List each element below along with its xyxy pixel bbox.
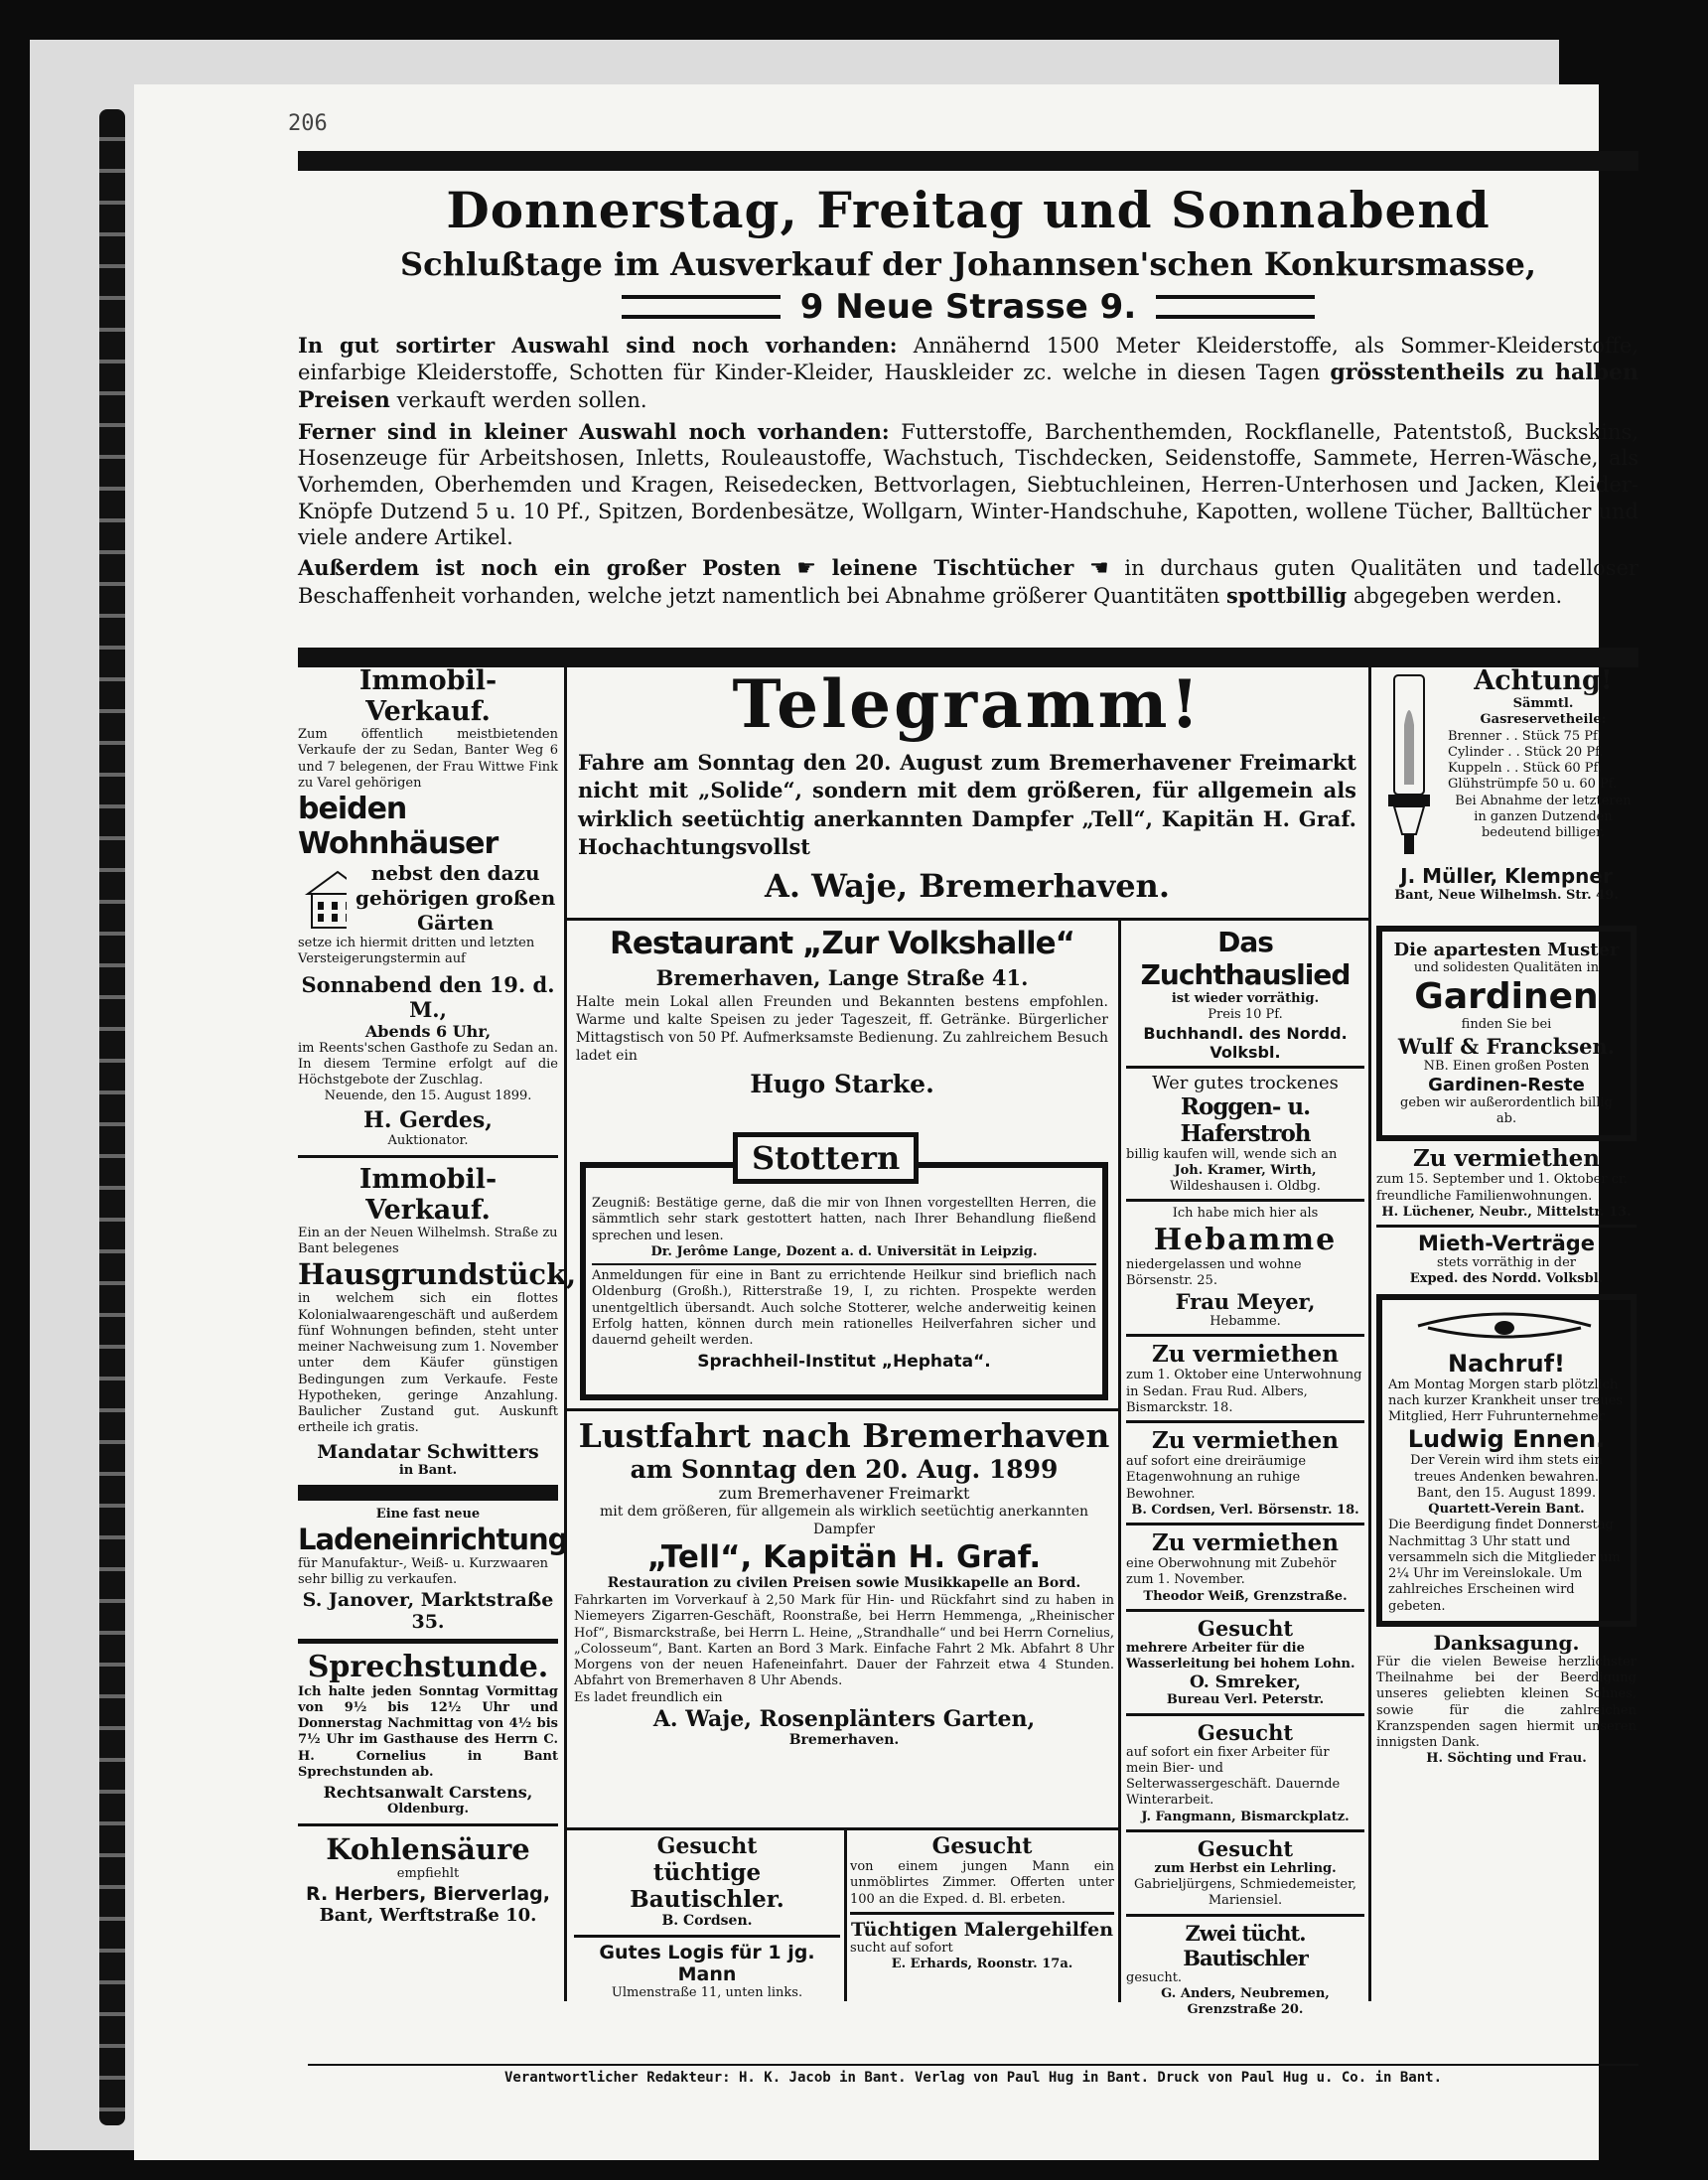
nachruf-text: Am Montag Morgen starb plötzlich nach kurzer Krankheit unser treues Mitglied, Herr Fuhrunternehmer xyxy=(1388,1377,1624,1424)
immobil1-role: Auktionator. xyxy=(387,1132,469,1148)
maler-sign: E. Erhards, Roonstr. 17a. xyxy=(891,1957,1073,1971)
telegram-sign: A. Waje, Bremerhaven. xyxy=(765,867,1170,906)
immobil1-mid: nebst den dazu gehörigen großen Gärten xyxy=(355,861,556,935)
gesucht3-text: zum Herbst ein Lehrling. xyxy=(1154,1860,1337,1876)
lustfahrt-ad xyxy=(574,1416,1114,1750)
divider xyxy=(298,1639,558,1644)
restaurant-addr: Bremerhaven, Lange Straße 41. xyxy=(655,965,1029,990)
divider xyxy=(574,1935,840,1938)
lustfahrt-ship: „Tell“, Kapitän H. Graf. xyxy=(646,1539,1042,1576)
lustfahrt-sign: A. Waje, Rosenplänters Garten, xyxy=(652,1705,1036,1732)
stottern-zeugnis: Zeugniß: Bestätige gerne, daß die mir von Ihnen vorgestellten Herren, die sämmtlich sehr stark gestottert hatten, nach Ihrer Behandlung fließend sprechen und lesen. xyxy=(592,1196,1096,1243)
achtung-body xyxy=(1448,665,1638,864)
left-rule xyxy=(622,295,781,319)
vermiethen-sign: H. Lüchener, Neubr., Mittelstr. 13. xyxy=(1381,1204,1632,1220)
v3-text: eine Oberwohnung mit Zubehör zum 1. November. xyxy=(1126,1556,1337,1588)
divider xyxy=(298,1155,558,1158)
immobil2-place: in Bant. xyxy=(398,1462,458,1478)
p3-end-bold: spottbillig xyxy=(1225,582,1348,608)
top-advertisement xyxy=(298,181,1638,609)
g1-sign: B. Cordsen. xyxy=(661,1913,753,1929)
gas-lamp-icon xyxy=(1374,665,1444,864)
achtung-title: Achtung! xyxy=(1474,665,1613,696)
heb-text: niedergelassen und wohne Börsenstr. 25. xyxy=(1126,1256,1302,1288)
lustfahrt-invite: Es ladet freundlich ein xyxy=(574,1689,723,1705)
sprech-text: Ich halte jeden Sonntag Vormittag von 9½ bis 12½ Uhr und Donnerstag Nachmittag von 4½ bis 7½ Uhr im Gasthause des Herrn C. H. Cornelius in Bant Sprechstunden ab. xyxy=(298,1683,558,1780)
bau-big: Zwei tücht. Bautischler xyxy=(1183,1920,1308,1970)
p3-lead: Außerdem ist noch ein großer Posten xyxy=(298,554,782,580)
p3-end: abgegeben werden. xyxy=(1352,583,1563,608)
immobil1-sign: H. Gerdes, xyxy=(363,1106,493,1133)
gesucht1-title: Gesucht xyxy=(1197,1615,1294,1641)
lustfahrt-text: Fahrkarten im Vorverkauf à 2,50 Mark für Hin- und Rückfahrt sind zu haben in Niemeyers Zigarren-Geschäft, Roonstraße, bei Herrn Hemmenga, „Rheinischer Hof“, Bismarckstraße, bei Herrn L. Heine, „Strandhalle“ und bei Herrn Cornelius, „Colosseum“, Bant. Karten an Bord 3 Mark. Einfache Fahrt 2 Mk. Abfahrt 8 Uhr Morgens von der neuen Hafeneinfahrt. Dauer der Fahrzeit etwa 4 Stunden. Abfahrt von Bremerhaven 8 Uhr Abends. xyxy=(574,1593,1114,1689)
kohlen-place: Bant, Werftstraße 10. xyxy=(319,1904,537,1926)
right-rule xyxy=(1156,295,1315,319)
lustfahrt-title: Lustfahrt nach Bremerhaven xyxy=(578,1416,1110,1455)
sprech-sign: Rechtsanwalt Carstens, xyxy=(323,1783,533,1802)
g2-text: von einem jungen Mann ein unmöblirtes Zimmer. Offerten unter 100 an die Exped. d. Bl. erbeten. xyxy=(850,1859,1114,1907)
divider xyxy=(850,1912,1114,1915)
v3-sign: Theodor Weiß, Grenzstraße. xyxy=(1143,1588,1348,1604)
divider xyxy=(1126,1420,1364,1423)
restaurant-block xyxy=(574,926,1110,1098)
p1-text: Annähernd 1500 Meter Kleiderstoffe, als Sommer-Kleiderstoffe, einfarbige Kleiderstoffe, Schotten für Kinder-Kleider, Hauskleider zc. welche in diesen Tagen xyxy=(298,334,1638,384)
heb-sign: Frau Meyer, xyxy=(1175,1289,1316,1314)
col-rule-3 xyxy=(1118,920,1121,2002)
p1-end: verkauft werden sollen. xyxy=(396,387,647,412)
col-rule-2 xyxy=(1368,665,1371,2001)
gard-pre: Die apartesten Muster xyxy=(1393,940,1620,960)
p2-lead: Ferner sind in kleiner Auswahl noch vorhanden: xyxy=(298,418,890,444)
v2-title: Zu vermiethen xyxy=(1151,1427,1340,1454)
third-column xyxy=(1126,926,1364,2018)
headline: Donnerstag, Freitag und Sonnabend xyxy=(446,181,1491,239)
roggen-pre: Wer gutes trockenes xyxy=(1152,1072,1339,1093)
lustfahrt-line2: mit dem größeren, für allgemein als wirklich seetüchtig anerkannten Dampfer xyxy=(599,1504,1089,1538)
subhead: Schlußtage im Ausverkauf der Johannsen'schen Konkursmasse, xyxy=(399,245,1536,283)
achtung-item: Kuppeln . . Stück 60 Pf. xyxy=(1448,761,1603,776)
divider xyxy=(298,1823,558,1826)
bau-sign: G. Anders, Neubremen, Grenzstraße 20. xyxy=(1161,1985,1330,2017)
telegram-bottom-rule xyxy=(566,918,1368,921)
sprech-big: Sprechstunde. xyxy=(307,1649,549,1684)
immobil2-sign: Mandatar Schwitters xyxy=(317,1440,539,1463)
immobil1-title: Immobil-Verkauf. xyxy=(358,665,498,727)
telegram-ad xyxy=(574,665,1360,905)
divider xyxy=(1126,1199,1364,1202)
bottom-rule xyxy=(844,1827,847,2001)
immobil1-intro: Zum öffentlich meistbietenden Verkaufe der zu Sedan, Banter Weg 6 und 7 belegenen, der Frau Wittwe Fink zu Varel gehörigen xyxy=(298,727,558,791)
achtung-note: Bei Abnahme der letzteren in ganzen Dutzenden bedeutend billiger. xyxy=(1455,793,1632,840)
divider xyxy=(592,1263,1096,1265)
gesucht2-sign: J. Fangmann, Bismarckplatz. xyxy=(1141,1809,1350,1824)
immobil1-text: setze ich hiermit dritten und letzten Versteigerungstermin auf xyxy=(298,936,535,967)
kohlen-big: Kohlensäure xyxy=(326,1832,530,1867)
paragraph-1 xyxy=(298,333,1638,415)
logis: Gutes Logis für 1 jg. Mann xyxy=(599,1941,815,1985)
gardinen-ad xyxy=(1376,926,1637,1141)
achtung-item: Glühstrümpfe 50 u. 60 Pf. xyxy=(1448,777,1618,793)
heb-pre: Ich habe mich hier als xyxy=(1172,1206,1319,1222)
v3-title: Zu vermiethen xyxy=(1151,1529,1340,1556)
zuchthaus-price: Preis 10 Pf. xyxy=(1208,1007,1283,1023)
immobil1-time: Abends 6 Uhr, xyxy=(364,1021,492,1041)
maler-text: sucht auf sofort xyxy=(850,1940,953,1956)
laden-text: für Manufaktur-, Weiß- u. Kurzwaaren sehr billig zu verkaufen. xyxy=(298,1556,549,1588)
gard-reste: Gardinen-Reste xyxy=(1428,1074,1585,1095)
restaurant-title: Restaurant „Zur Volkshalle“ xyxy=(610,926,1074,961)
imprint-footer: Verantwortlicher Redakteur: H. K. Jacob in Bant. Verlag von Paul Hug in Bant. Druck von Paul Hug u. Co. in Bant. xyxy=(308,2064,1638,2086)
left-column xyxy=(298,665,577,1926)
v2-text: auf sofort eine dreiräumige Etagenwohnung an ruhige Bewohner. xyxy=(1126,1454,1307,1502)
divider xyxy=(1126,1334,1364,1337)
nachruf-ad xyxy=(1376,1294,1637,1627)
address: 9 Neue Strasse 9. xyxy=(799,287,1137,327)
laden-sign: S. Janover, Marktstraße 35. xyxy=(302,1588,554,1633)
laden-big: Ladeneinrichtung xyxy=(298,1523,568,1556)
heb-big: Hebamme xyxy=(1153,1222,1338,1257)
immobil2-text: in welchem sich ein flottes Kolonialwaarengeschäft und außerdem fünf Wohnungen befinden, steht unter meiner Nachweisung zum 1. November unter dem Käufer günstigen Bedingungen zum Verkaufe. Feste Hypotheken, geringe Anzahlung. Baulicher Zustand gut. Auskunft ertheile ich gratis. xyxy=(298,1291,558,1436)
divider xyxy=(1376,1225,1637,1228)
gard-pre2: und solidesten Qualitäten in xyxy=(1413,960,1600,975)
stottern-text: Anmeldungen für eine in Bant zu errichtende Heilkur sind brieflich nach Oldenburg (Großh.), Ritterstraße 19, I, zu richten. Prospekte werden unentgeltlich übersandt. Auch solche Stotterer, welche anderweitig keinen Erfolg hatten, können durch mein rationelles Heilverfahren sicher und dauernd geheilt werden. xyxy=(592,1268,1096,1348)
telegram-text: Fahre am Sonntag den 20. August zum Bremerhavener Freimarkt nicht mit „Solide“, sondern mit dem größeren, für allgemein als wirklich seetüchtig anerkannten Dampfer „Tell“, Kapitän H. Graf. Hochachtungsvollst xyxy=(578,750,1356,860)
binding-strip xyxy=(99,109,125,2125)
gard-mid: finden Sie bei xyxy=(1461,1017,1552,1033)
stottern-ad xyxy=(580,1162,1108,1400)
nachruf-date: Bant, den 15. August 1899. xyxy=(1416,1485,1597,1501)
nachruf-sign: Quartett-Verein Bant. xyxy=(1428,1502,1585,1517)
vermiethen-text: zum 15. September und 1. Oktober cr. freundliche Familienwohnungen. xyxy=(1376,1172,1628,1204)
kohlen-pre: empfiehlt xyxy=(396,1866,460,1882)
p3-text: in durchaus guten Qualitäten und tadelloser Beschaffenheit vorhanden, welche jetzt namentlich bei Abnahme größerer Quantitäten xyxy=(298,555,1638,608)
g1-title: Gesucht xyxy=(656,1833,758,1859)
pointing-hand-left-icon: ☚ xyxy=(1088,555,1109,581)
g1-big: tüchtige Bautischler. xyxy=(630,1859,784,1913)
gard-sign: Wulf & Francksen. xyxy=(1397,1033,1616,1059)
heb-role: Hebamme. xyxy=(1210,1314,1281,1329)
nachruf-name: Ludwig Ennen. xyxy=(1407,1425,1606,1454)
maler-big: Tüchtigen Malergehilfen xyxy=(850,1918,1114,1941)
gesucht1-sign: O. Smreker, xyxy=(1190,1672,1301,1693)
col-rule-1 xyxy=(564,665,567,2001)
roggen-place: Wildeshausen i. Oldbg. xyxy=(1170,1179,1321,1194)
p1-lead: In gut sortirter Auswahl sind noch vorhanden: xyxy=(298,333,898,358)
immobil2-intro: Ein an der Neuen Wilhelmsh. Straße zu Bant belegenes xyxy=(298,1225,558,1256)
top-rule xyxy=(298,151,1638,171)
p3-bold: leinene Tischtücher xyxy=(831,554,1074,580)
gard-end: geben wir außerordentlich billig ab. xyxy=(1400,1094,1613,1126)
nachruf-text3: Die Beerdigung findet Donnerstag Nachmittag 3 Uhr statt und versammeln sich die Mitglieder um 2¼ Uhr im Vereinslokale. Um zahlreiches Erscheinen wird gebeten. xyxy=(1388,1518,1621,1614)
page-number: 206 xyxy=(288,111,328,136)
divider xyxy=(1126,1609,1364,1612)
achtung-item: Brenner . . Stück 75 Pf. xyxy=(1448,728,1602,744)
roggen-sign: Joh. Kramer, Wirth, xyxy=(1174,1162,1317,1178)
v2-sign: B. Cordsen, Verl. Börsenstr. 18. xyxy=(1131,1502,1359,1518)
lustfahrt-place: Bremerhaven. xyxy=(788,1731,900,1748)
achtung-items xyxy=(1448,729,1638,794)
gard-big: Gardinen xyxy=(1414,976,1599,1018)
p2-text: Futterstoffe, Barchenthemden, Rockflanelle, Patentstoß, Buckskins, Hosenzeuge für Arbeitshosen, Inletts, Rouleaustoffe, Wachstuch, Tischdecken, Seidenstoffe, Sammete, Herren-Wäsche, als Vorhemden, Oberhemden und Kragen, Reisedecken, Bettvorlagen, Siebtuchleinen, Herren-Unterhosen und Jacken, Kleider-Knöpfe Dutzend 5 u. 10 Pf., Spitzen, Bordenbesätze, Wollgarn, Winter-Handschuhe, Kapotten, wollene Tücher, Balltücher und viele andere Artikel. xyxy=(298,419,1638,550)
gard-nb: NB. Einen großen Posten xyxy=(1423,1058,1590,1074)
immobil2-big: Hausgrundstück, xyxy=(298,1257,577,1292)
paragraph-3 xyxy=(298,555,1638,610)
dank-text: Für die vielen Beweise herzlichster Theilnahme bei der Beerdigung unseres geliebten kleinen Sohnes, sowie für die zahlreichen Kranzspenden sagen hiermit unseren innigsten Dank. xyxy=(1376,1654,1637,1750)
thick-divider xyxy=(298,1485,558,1501)
stottern-title: Stottern xyxy=(733,1132,919,1184)
p1-bold: grösstentheils zu halben Preisen xyxy=(298,359,1638,413)
divider xyxy=(1126,1523,1364,1526)
gesucht3-title: Gesucht xyxy=(1197,1835,1294,1861)
divider xyxy=(1126,1066,1364,1069)
pointing-hand-icon: ☛ xyxy=(796,555,816,581)
fourth-column xyxy=(1376,926,1637,1768)
gesucht2-text: auf sofort ein fixer Arbeiter für mein Bier- und Selterwassergeschäft. Dauernde Winterarbeit. xyxy=(1126,1744,1341,1809)
divider xyxy=(1126,1829,1364,1832)
roggen-text: billig kaufen will, wende sich an xyxy=(1126,1146,1338,1162)
achtung-addr: Bant, Neue Wilhelmsh. Str. 49. xyxy=(1394,888,1619,903)
house-illustration-icon xyxy=(298,864,347,934)
immobil1-big: beiden Wohnhäuser xyxy=(298,792,498,861)
g2-title: Gesucht xyxy=(931,1833,1033,1859)
gesucht3-sign: Gabrieljürgens, Schmiedemeister, Mariensiel. xyxy=(1133,1877,1357,1909)
bautischler-ad xyxy=(574,1833,840,2001)
achtung-intro: Sämmtl. Gasreservetheile: xyxy=(1480,696,1607,728)
gesucht2-title: Gesucht xyxy=(1197,1719,1294,1745)
lustfahrt-bottom-rule xyxy=(566,1827,1118,1830)
lustfahrt-line1: zum Bremerhavener Freimarkt xyxy=(718,1484,970,1503)
sprech-place: Oldenburg. xyxy=(386,1802,470,1817)
gesucht1-text: mehrere Arbeiter für die Wasserleitung bei hohem Lohn. xyxy=(1126,1640,1355,1671)
achtung-sign: J. Müller, Klempner xyxy=(1400,864,1613,888)
stottern-doctor: Dr. Jerôme Lange, Dozent a. d. Universität in Leipzig. xyxy=(650,1243,1038,1259)
immobil1-dateline: Neuende, den 15. August 1899. xyxy=(324,1089,532,1104)
immobil1-date: Sonnabend den 19. d. M., xyxy=(301,971,555,1022)
telegram-title: Telegramm! xyxy=(732,665,1203,743)
page-content xyxy=(298,149,1638,2086)
mieth-big: Mieth-Verträge xyxy=(1417,1232,1596,1255)
vermiethen-title: Zu vermiethen xyxy=(1412,1145,1601,1173)
v1-text: zum 1. Oktober eine Unterwohnung in Sedan. Frau Rud. Albers, Bismarckstr. 18. xyxy=(1126,1368,1362,1415)
immobil1-place: im Reents'schen Gasthofe zu Sedan an. In diesem Termine erfolgt auf die Höchstgebote der Zuschlag. xyxy=(298,1040,558,1088)
gesucht1-place: Bureau Verl. Peterstr. xyxy=(1166,1692,1325,1708)
classified-grid xyxy=(298,665,1638,2017)
dank-sign: H. Söchting und Frau. xyxy=(1426,1751,1587,1767)
bau-text: gesucht. xyxy=(1126,1969,1183,1985)
achtung-row xyxy=(1374,665,1638,864)
house-row xyxy=(298,861,558,936)
middle-rule xyxy=(298,648,1638,667)
restaurant-text: Halte mein Lokal allen Freunden und Bekannten bestens empfohlen. Warme und kalte Speisen zu jeder Tageszeit, ff. Getränke. Bürgerlicher Mittagstisch von 50 Pf. Aufmerksamste Bedienung. Zu zahlreichem Besuch ladet ein xyxy=(576,994,1108,1064)
divider xyxy=(1126,1914,1364,1917)
mieth-text: stets vorräthig in der xyxy=(1436,1255,1577,1270)
paragraph-2 xyxy=(298,419,1638,551)
logis-addr: Ulmenstraße 11, unten links. xyxy=(611,1984,803,2000)
roggen-big: Roggen- u. Haferstroh xyxy=(1180,1092,1311,1147)
nachruf-text2: Der Verein wird ihm stets ein treues Andenken bewahren. xyxy=(1410,1453,1603,1485)
zuchthaus-big: Das Zuchthauslied xyxy=(1140,926,1351,991)
zuchthaus-sub: ist wieder vorräthig. xyxy=(1171,991,1320,1006)
nachruf-title: Nachruf! xyxy=(1448,1349,1565,1378)
achtung-item: Cylinder . . Stück 20 Pf. xyxy=(1448,744,1604,760)
immobil2-title: Immobil-Verkauf. xyxy=(358,1163,498,1226)
kohlen-sign: R. Herbers, Bierverlag, xyxy=(305,1882,551,1905)
zuchthaus-sign: Buchhandl. des Nordd. Volksbl. xyxy=(1143,1023,1348,1062)
mieth-sign: Exped. des Nordd. Volksbl. xyxy=(1409,1271,1604,1287)
address-row xyxy=(298,287,1638,327)
zimmer-ad xyxy=(850,1833,1114,1972)
laden-pre: Eine fast neue xyxy=(375,1506,481,1522)
lustfahrt-date: am Sonntag den 20. Aug. 1899 xyxy=(630,1455,1059,1484)
restaurant-sign: Hugo Starke. xyxy=(750,1069,934,1098)
stottern-sign: Sprachheil-Institut „Hephata“. xyxy=(697,1352,991,1373)
v1-title: Zu vermiethen xyxy=(1151,1341,1340,1369)
lustfahrt-resto: Restauration zu civilen Preisen sowie Musikkapelle an Bord. xyxy=(607,1575,1081,1592)
stottern-bottom-rule xyxy=(566,1408,1118,1411)
palm-branch-icon xyxy=(1388,1306,1621,1346)
dank-title: Danksagung. xyxy=(1433,1630,1580,1655)
divider xyxy=(1126,1713,1364,1716)
achtung-ad xyxy=(1374,665,1638,904)
